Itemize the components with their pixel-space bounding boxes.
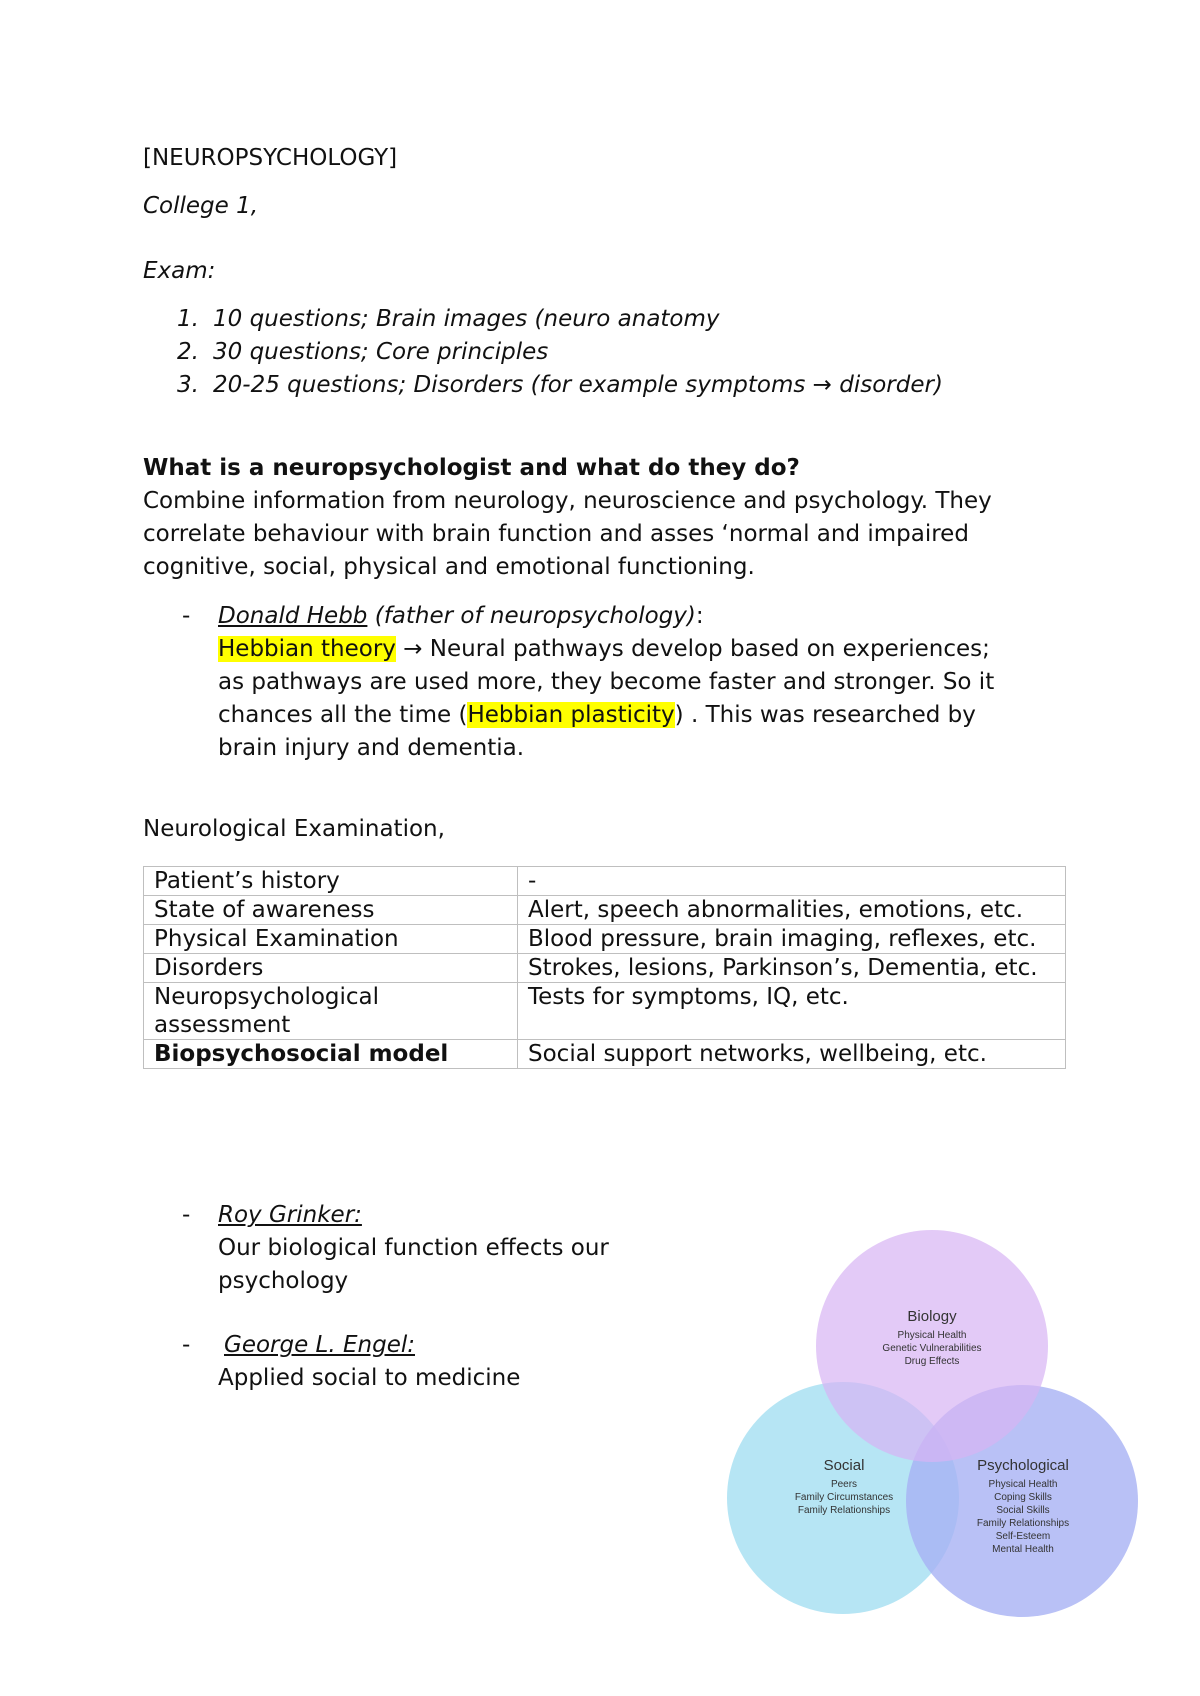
intro-line: correlate behaviour with brain function and asses ‘normal and impaired	[143, 521, 969, 547]
exam-label: Exam:	[143, 258, 216, 284]
bullet-dash: -	[182, 1202, 191, 1228]
social-title: Social	[823, 1457, 865, 1474]
table-cell: Physical Examination	[144, 925, 518, 954]
grinker-line: Our biological function effects our	[218, 1235, 609, 1261]
table-cell: Patient’s history	[144, 867, 518, 896]
bullet-dash: -	[182, 603, 191, 629]
hebb-name: Donald Hebb	[218, 603, 368, 629]
hebb-role: (father of neuropsychology)	[367, 603, 696, 629]
social-item: Family Relationships	[797, 1505, 891, 1516]
table-cell: Social support networks, wellbeing, etc.	[518, 1040, 1066, 1069]
table-cell: Disorders	[144, 954, 518, 983]
hebbian-theory-highlight: Hebbian theory	[218, 636, 396, 662]
table-cell: State of awareness	[144, 896, 518, 925]
exam-item: 2. 30 questions; Core principles	[177, 339, 549, 365]
table-cell: Alert, speech abnormalities, emotions, etc.	[518, 896, 1066, 925]
psychological-item: Self-Esteem	[995, 1531, 1051, 1542]
exam-list	[143, 303, 943, 402]
biology-item: Physical Health	[897, 1330, 967, 1341]
table-row	[144, 1040, 1066, 1069]
hebb-line: chances all the time (Hebbian plasticity) . This was researched by	[218, 702, 976, 728]
bullet-dash: -	[182, 1332, 191, 1358]
psychological-item: Mental Health	[992, 1544, 1054, 1555]
grinker-line: psychology	[218, 1268, 349, 1294]
psychological-item: Social Skills	[996, 1505, 1050, 1516]
section-heading: What is a neuropsychologist and what do they do?	[143, 455, 800, 481]
exam-item: 1. 10 questions; Brain images (neuro anatomy	[177, 306, 720, 332]
table-row	[144, 867, 1066, 896]
table-row	[144, 925, 1066, 954]
engel-name: George L. Engel:	[224, 1332, 415, 1358]
table-row	[144, 954, 1066, 983]
table-cell: Blood pressure, brain imaging, reflexes, etc.	[518, 925, 1066, 954]
hebb-line: as pathways are used more, they become faster and stronger. So it	[218, 669, 995, 695]
table-cell: Neuropsychological assessment	[144, 983, 518, 1040]
psychological-title: Psychological	[977, 1457, 1069, 1474]
table-cell: Tests for symptoms, IQ, etc.	[518, 983, 1066, 1040]
table-cell: -	[518, 867, 1066, 896]
exam-item: 3. 20-25 questions; Disorders (for example symptoms → disorder)	[177, 372, 943, 398]
table-row	[144, 896, 1066, 925]
neuro-exam-label: Neurological Examination,	[143, 816, 445, 842]
document-header: [NEUROPSYCHOLOGY]	[143, 145, 398, 171]
engel-line: Applied social to medicine	[218, 1365, 521, 1391]
biology-item: Genetic Vulnerabilities	[882, 1343, 982, 1354]
hebbian-plasticity-highlight: Hebbian plasticity	[467, 702, 675, 728]
college-label: College 1,	[143, 193, 259, 219]
intro-line: Combine information from neurology, neuroscience and psychology. They	[143, 488, 992, 514]
psychological-item: Physical Health	[988, 1479, 1058, 1490]
hebb-line: brain injury and dementia.	[218, 735, 525, 761]
neurological-exam-table	[143, 866, 1066, 1069]
intro-line: cognitive, social, physical and emotional functioning.	[143, 554, 755, 580]
biology-item: Drug Effects	[904, 1356, 960, 1367]
hebb-title-line: Donald Hebb (father of neuropsychology):	[218, 603, 704, 629]
table-cell: Strokes, lesions, Parkinson’s, Dementia, etc.	[518, 954, 1066, 983]
biopsychosocial-venn-diagram	[720, 1225, 1140, 1625]
social-item: Family Circumstances	[794, 1492, 894, 1503]
psychological-item: Family Relationships	[976, 1518, 1070, 1529]
psychological-item: Coping Skills	[994, 1492, 1052, 1503]
biology-title: Biology	[907, 1308, 957, 1325]
table-row	[144, 983, 1066, 1040]
hebb-line: Hebbian theory → Neural pathways develop based on experiences;	[218, 636, 990, 662]
social-item: Peers	[830, 1479, 858, 1490]
grinker-name: Roy Grinker:	[218, 1202, 362, 1228]
table-cell: Biopsychosocial model	[144, 1040, 518, 1069]
